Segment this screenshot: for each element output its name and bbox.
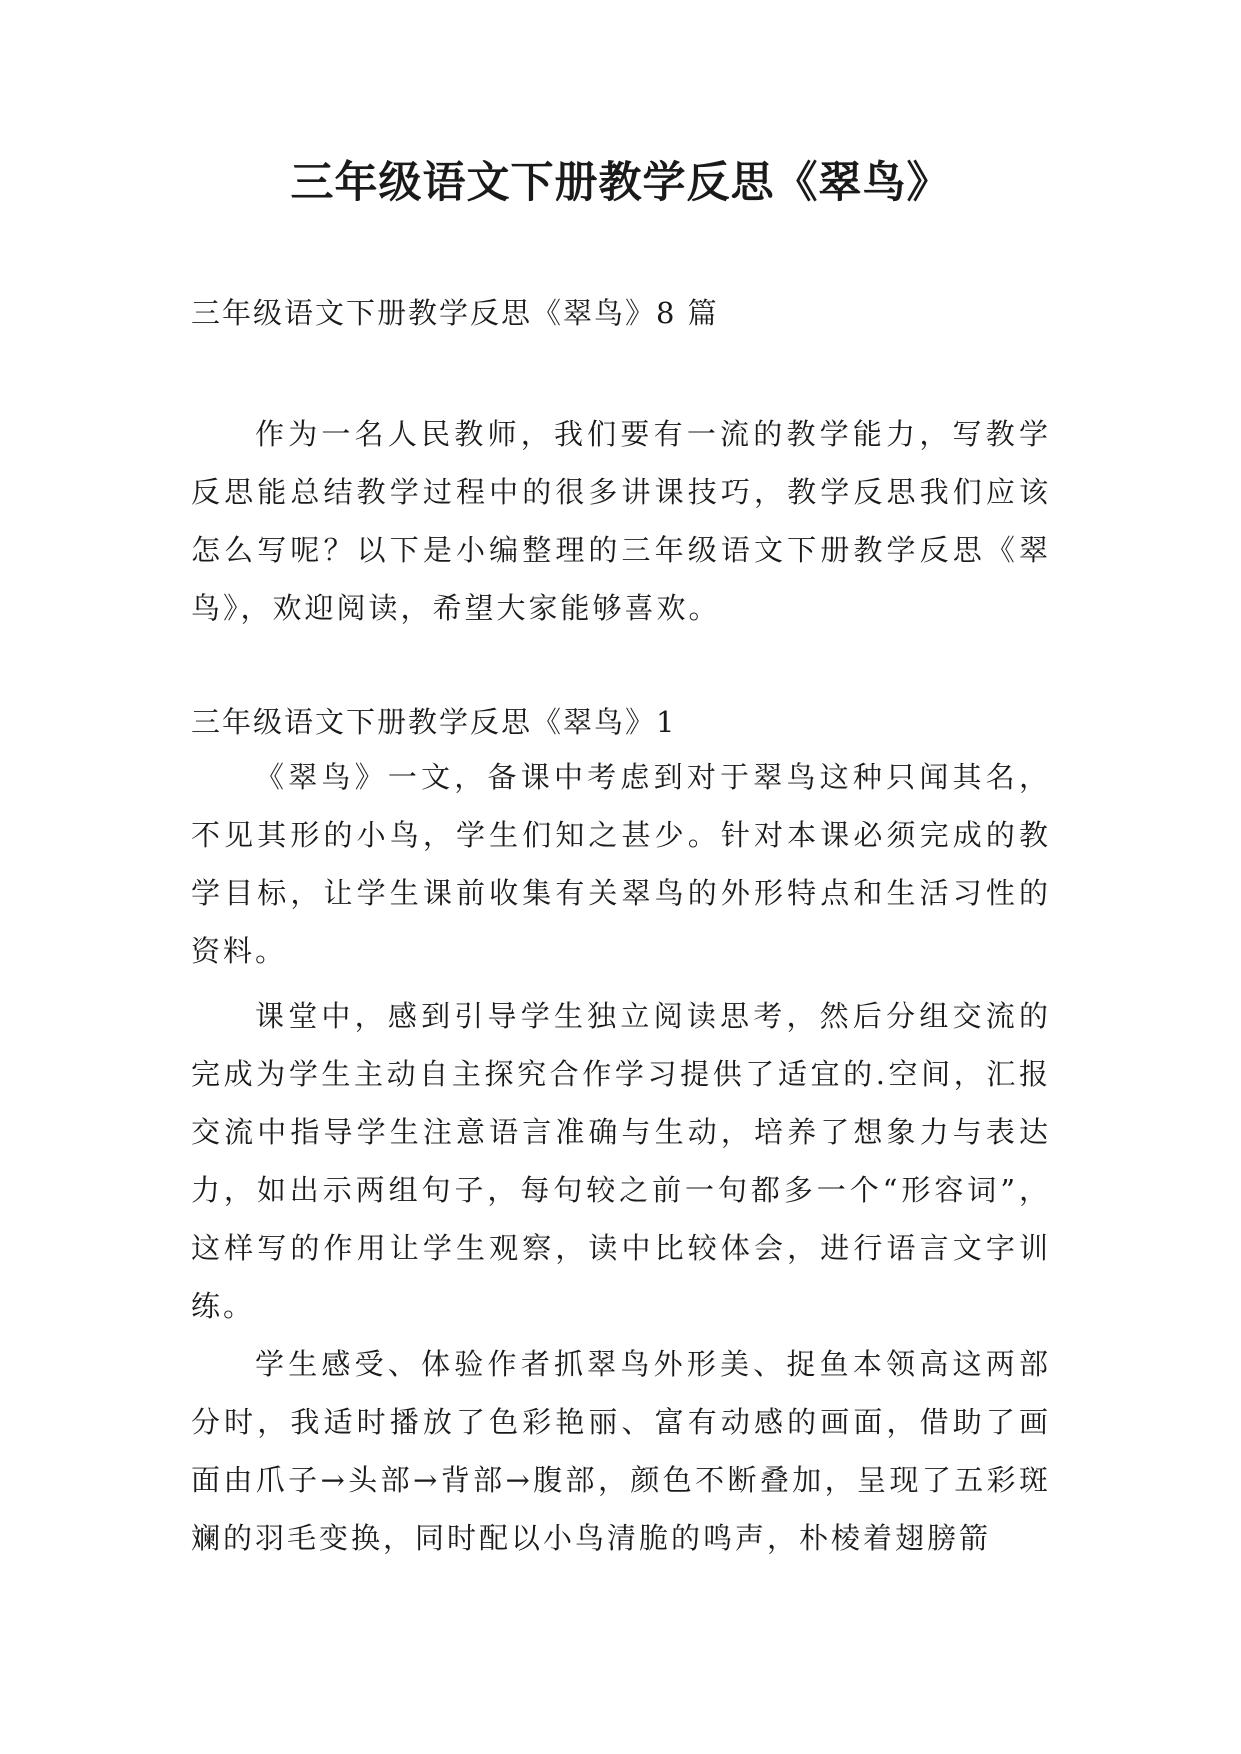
body-paragraph: 《翠鸟》一文，备课中考虑到对于翠鸟这种只闻其名，不见其形的小鸟，学生们知之甚少。针对本课必须完成的教学目标，让学生课前收集有关翠鸟的外形特点和生活习性的资料。: [191, 760, 1051, 968]
body-paragraph: 学生感受、体验作者抓翠鸟外形美、捉鱼本领高这两部分时，我适时播放了色彩艳丽、富有动感的画面，借助了画面由爪子→头部→背部→腹部，颜色不断叠加，呈现了五彩斑斓的羽毛变换，同时配以小鸟清脆的鸣声，朴棱着翅膀箭: [191, 1347, 1051, 1555]
document-subtitle: 三年级语文下册教学反思《翠鸟》8 篇: [191, 296, 719, 330]
body-paragraph: 课堂中，感到引导学生独立阅读思考，然后分组交流的完成为学生主动自主探究合作学习提供了适宜的.空间，汇报交流中指导学生注意语言准确与生动，培养了想象力与表达力，如出示两组句子，每句较之前一句都多一个“形容词”，这样写的作用让学生观察，读中比较体会，进行语言文字训练。: [191, 999, 1051, 1323]
section-heading: 三年级语文下册教学反思《翠鸟》1: [191, 705, 677, 739]
intro-paragraph: 作为一名人民教师，我们要有一流的教学能力，写教学反思能总结教学过程中的很多讲课技巧，教学反思我们应该怎么写呢？以下是小编整理的三年级语文下册教学反思《翠鸟》，欢迎阅读，希望大家能够喜欢。: [191, 417, 1051, 625]
document-title: 三年级语文下册教学反思《翠鸟》: [290, 158, 951, 208]
